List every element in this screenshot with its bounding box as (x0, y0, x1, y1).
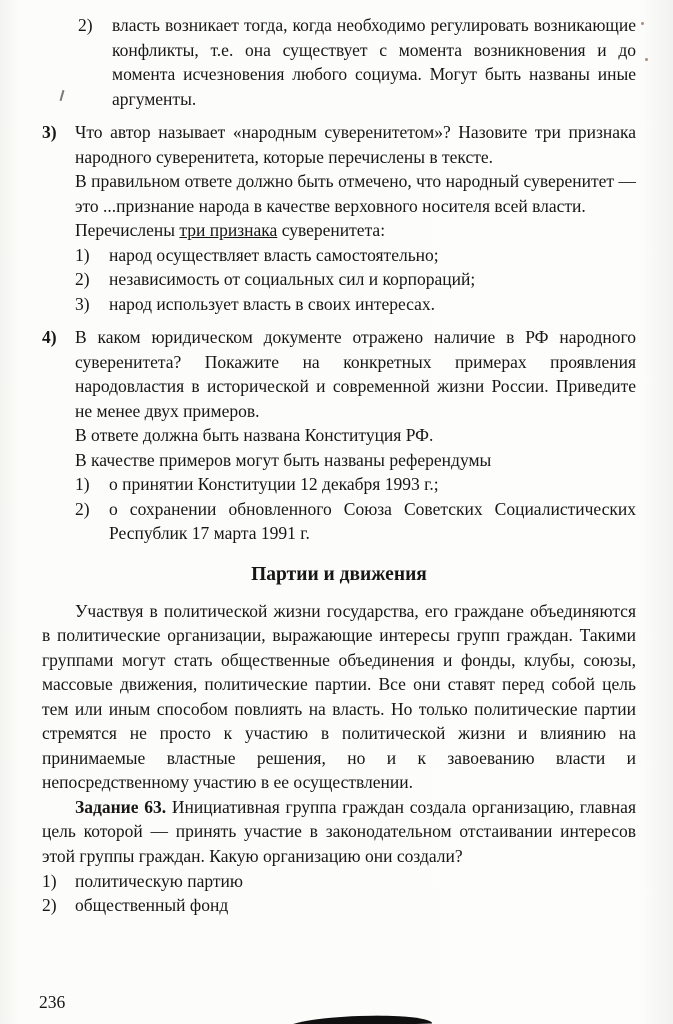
question-block-4 (42, 325, 636, 546)
subitem-number: 1) (75, 244, 90, 265)
subitem-number: 1) (75, 474, 90, 494)
subitem-number: 2) (75, 269, 90, 289)
question-4-text: В каком юридическом документе отражено наличие в РФ народного суверенитета? Покажите на конкретных примерах проявления народовластия в исторической и современной жизни России. Приведите не менее двух примеров. (75, 327, 636, 421)
question-3-answer: В правильном ответе должно быть отмечено, что народный суверенитет — это ...признание народа в качестве верховного носителя всей власти. (75, 171, 636, 216)
list-intro-underlined: три признака (179, 220, 278, 240)
answer-item-2 (78, 13, 636, 111)
scan-artifact-binding-mark (286, 1013, 432, 1024)
question-4-subitem-2 (75, 497, 636, 546)
task-63-text: Инициативная группа граждан создала организацию, главная цель которой — принять участие в законодательном отстаивании интересов этой группы граждан. Какую организацию они создали? (42, 796, 636, 866)
task-63-label: Задание 63. (75, 796, 167, 817)
answer-item-2-number: 2) (78, 15, 93, 35)
answer-item-2-text: власть возникает тогда, когда необходимо регулировать возникающие конфликты, т.е. она существует с момента возникновения и до момента исчезновения любого социума. Могут быть названы иные аргументы. (112, 15, 636, 109)
question-3-text: Что автор называет «народным суверенитетом»? Назовите три признака народного суверенитета, которые перечислены в тексте. (75, 122, 636, 167)
subitem-number: 3) (75, 293, 90, 314)
scan-artifact-pen-tick (60, 90, 65, 101)
question-3-list-intro (75, 218, 636, 243)
subitem-text: о принятии Конституции 12 декабря 1993 г.; (109, 474, 439, 494)
question-4-answer-line-1: В ответе должна быть названа Конституция РФ. (75, 425, 434, 445)
question-3-subitem-2 (75, 267, 636, 292)
task-63-option-2 (42, 894, 636, 918)
task-63-options (42, 870, 636, 917)
subitem-text: народ осуществляет власть самостоятельно; (109, 244, 439, 265)
option-number: 1) (42, 871, 57, 891)
task-63-paragraph (42, 795, 636, 869)
question-4-answer-line-2: В качестве примеров могут быть названы референдумы (75, 449, 492, 470)
question-4-subitem-1 (75, 472, 636, 497)
subitem-text: народ использует власть в своих интересах. (109, 293, 436, 314)
list-intro-prefix: Перечислены (75, 220, 180, 240)
section-heading: Партии и движения (251, 563, 427, 585)
question-3-subitem-1 (75, 243, 636, 268)
option-text: политическую партию (75, 871, 243, 891)
question-3-number: 3) (42, 122, 57, 142)
question-3-body (75, 120, 636, 316)
scan-artifact-speck (641, 22, 644, 25)
question-3-subitem-3 (75, 292, 636, 317)
page-number: 236 (39, 992, 66, 1012)
option-text: общественный фонд (75, 894, 229, 915)
scan-artifact-speck (645, 58, 648, 61)
option-number: 2) (42, 894, 57, 915)
subitem-number: 2) (75, 498, 90, 519)
task-63-option-1 (42, 870, 636, 894)
question-4-number: 4) (42, 327, 57, 347)
subitem-text: независимость от социальных сил и корпораций; (109, 269, 476, 289)
section-paragraph: Участвуя в политической жизни государства, его граждане объединяются в политические организации, выражающие интересы групп граждан. Такими группами могут стать общественные объединения и фонды, клубы, союзы, массовые движения, политические партии. Все они ставят перед собой цель тем или иным способом повлиять на власть. Но только политические партии стремятся не просто к участию в политической жизни и влиянию на принимаемые властные решения, но и к завоеванию власти и непосредственному участию в ее осуществлении. (42, 600, 636, 792)
subitem-text: о сохранении обновленного Союза Советских Социалистических Республик 17 марта 1991 г. (109, 498, 636, 543)
list-intro-suffix: суверенитета: (277, 220, 386, 240)
question-block-3 (42, 120, 636, 316)
question-4-body (75, 325, 636, 546)
